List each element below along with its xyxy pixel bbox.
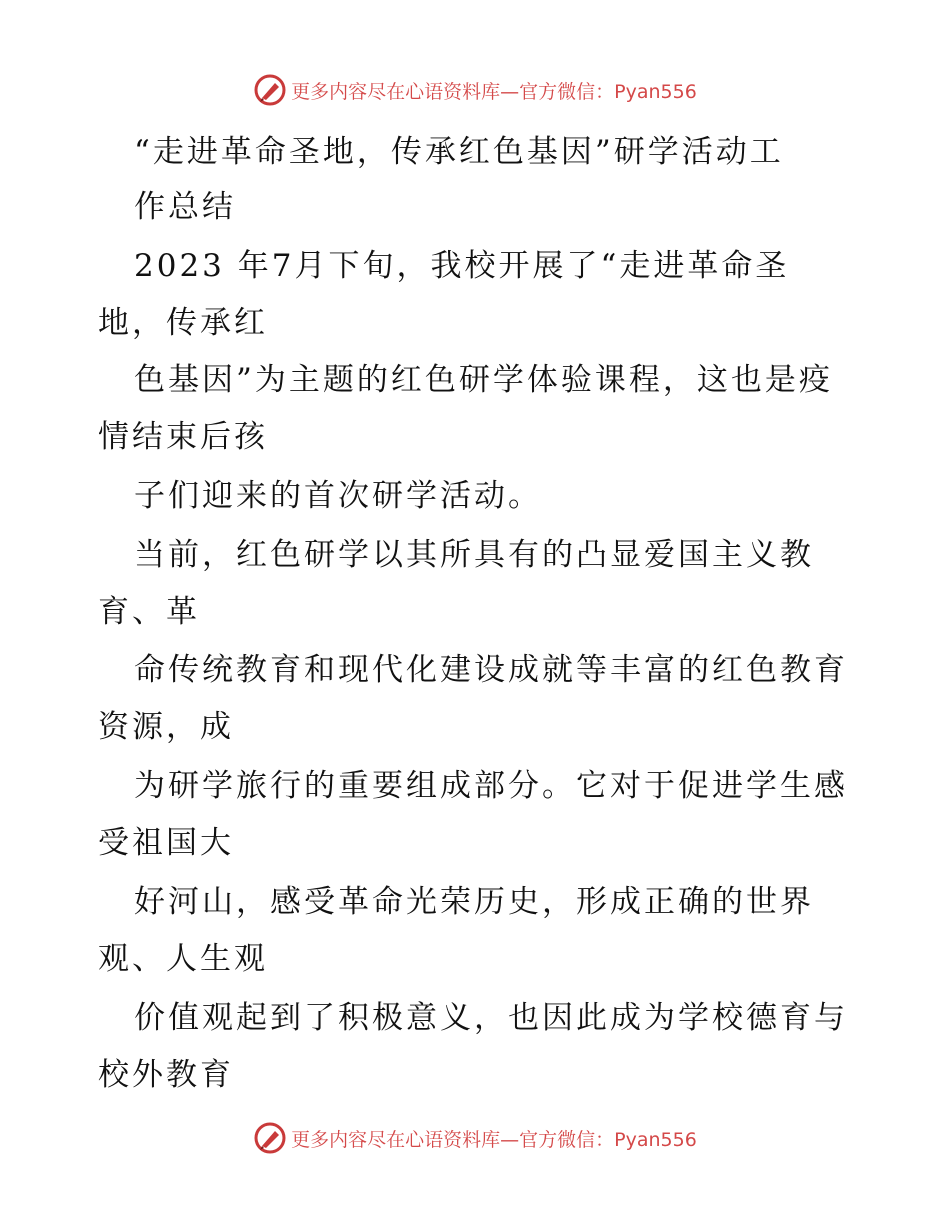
paragraph-line: 当前，红色研学以其所具有的凸显爱国主义教 [134, 537, 814, 573]
paragraph-line: 好河山，感受革命光荣历史，形成正确的世界 [134, 884, 814, 920]
paragraph-line: 地，传承红 [98, 305, 268, 341]
header-banner [0, 70, 950, 110]
document-title-line-1: “走进革命圣地，传承红色基因”研学活动工 [134, 134, 784, 170]
paragraph-line: 价值观起到了积极意义，也因此成为学校德育与 [134, 1000, 848, 1036]
paragraph-line: 2023 年7月下旬，我校开展了“走进革命圣 [134, 248, 790, 284]
paragraph-line: 校外教育 [98, 1057, 234, 1093]
paragraph-line: 资源，成 [98, 709, 234, 745]
document-title-line-2: 作总结 [134, 189, 236, 225]
footer-banner-text: 更多内容尽在心语资料库—官方微信：Pyan556 [291, 1128, 697, 1151]
paragraph-line: 育、革 [98, 594, 200, 630]
pen-logo-icon [253, 1121, 287, 1155]
paragraph-line: 情结束后孩 [98, 419, 268, 455]
paragraph-line: 受祖国大 [98, 825, 234, 861]
paragraph-line: 为研学旅行的重要组成部分。它对于促进学生感 [134, 768, 848, 804]
paragraph-line: 色基因”为主题的红色研学体验课程，这也是疫 [134, 362, 833, 398]
paragraph-line: 命传统教育和现代化建设成就等丰富的红色教育 [134, 652, 848, 688]
paragraph-line: 观、人生观 [98, 941, 268, 977]
pen-logo-icon [253, 73, 287, 107]
paragraph-line: 子们迎来的首次研学活动。 [134, 478, 542, 514]
footer-banner [0, 1118, 950, 1158]
header-banner-text: 更多内容尽在心语资料库—官方微信：Pyan556 [291, 80, 697, 103]
